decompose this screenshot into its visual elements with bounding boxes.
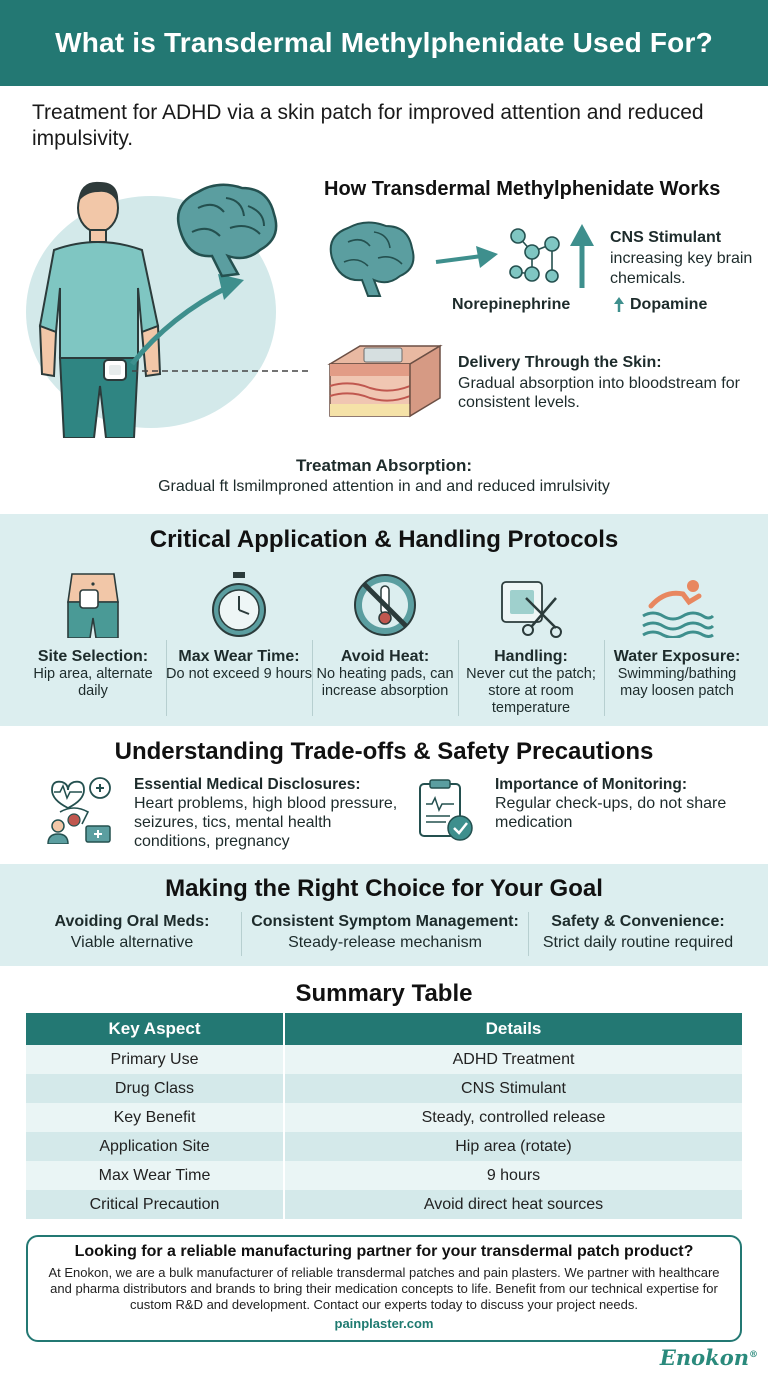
table-cell: 9 hours — [284, 1161, 742, 1190]
protocol-text: Never cut the patch; store at room temperature — [466, 666, 596, 716]
choice-item-title: Avoiding Oral Meds: — [54, 913, 210, 930]
absorption-text: Gradual ft lsmilmproned attention in and and reduced imrulsivity — [158, 478, 610, 495]
choice-item — [246, 913, 524, 952]
molecule-icon — [510, 229, 559, 282]
clipboard-check-icon — [416, 778, 478, 844]
choice-item-text: Steady-release mechanism — [288, 934, 482, 951]
protocols-title: Critical Application & Handling Protocols — [149, 526, 619, 553]
table-header: Details — [284, 1013, 742, 1045]
protocol-text: Swimming/bathing may loosen patch — [617, 666, 737, 699]
protocol-text: Do not exceed 9 hours — [166, 666, 312, 682]
no-heat-icon — [352, 572, 418, 638]
up-arrow-icon — [612, 297, 626, 313]
header-banner — [0, 0, 768, 86]
choice-item-text: Strict daily routine required — [542, 934, 734, 951]
table-row — [26, 1161, 742, 1190]
registered-mark: ® — [749, 1350, 758, 1360]
swimmer-icon — [639, 576, 715, 638]
table-cell: Steady, controlled release — [284, 1103, 742, 1132]
table-cell: Primary Use — [26, 1045, 284, 1074]
scissors-patch-icon — [498, 576, 564, 638]
small-brain-icon — [331, 222, 414, 296]
protocol-max-wear — [166, 568, 312, 683]
choice-item-text: Viable alternative — [70, 934, 194, 951]
summary-title: Summary Table — [295, 980, 473, 1007]
table-cell: Hip area (rotate) — [284, 1132, 742, 1161]
protocol-title: Water Exposure: — [613, 648, 741, 665]
delivery-title: Delivery Through the Skin: — [458, 354, 662, 371]
intro-text: Treatment for ADHD via a skin patch for improved attention and reduced impulsivity. — [32, 101, 704, 150]
brand-logo — [660, 1345, 758, 1370]
cta-text: At Enokon, we are a bulk manufacturer of reliable transdermal patches and pain plasters. We partner with healthcare and pharma distributors and brands to bring their medication concepts to life. Benefit from our technical expertise for custom R&D and development. Contact our experts today to discuss your project needs. — [48, 1265, 720, 1312]
choice-title: Making the Right Choice for Your Goal — [165, 875, 603, 902]
table-cell: ADHD Treatment — [284, 1045, 742, 1074]
choice-item-title: Safety & Convenience: — [551, 913, 725, 930]
table-cell: Application Site — [26, 1132, 284, 1161]
table-row — [26, 1045, 742, 1074]
protocol-title: Handling: — [494, 648, 568, 665]
summary-table — [26, 1013, 742, 1219]
choice-item-title: Consistent Symptom Management: — [251, 913, 519, 930]
table-row — [26, 1132, 742, 1161]
cta-box — [26, 1235, 742, 1342]
brain-icon — [168, 178, 284, 280]
cns-stimulant-title: CNS Stimulant — [610, 229, 722, 246]
skin-layers-icon — [326, 342, 444, 420]
website-link[interactable]: painplaster.com — [334, 1316, 434, 1331]
protocol-title: Site Selection: — [37, 648, 149, 665]
stopwatch-icon — [207, 572, 271, 638]
table-cell: Key Benefit — [26, 1103, 284, 1132]
choice-item — [532, 913, 744, 952]
protocol-title: Avoid Heat: — [340, 648, 430, 665]
how-it-works-title: How Transdermal Methylphenidate Works — [324, 178, 721, 200]
protocol-text: Hip area, alternate daily — [33, 666, 153, 699]
disclosures-title: Essential Medical Disclosures: — [134, 776, 361, 793]
table-cell: Avoid direct heat sources — [284, 1190, 742, 1219]
protocol-avoid-heat — [312, 568, 458, 700]
table-header: Key Aspect — [26, 1013, 284, 1045]
protocol-water-exposure — [604, 568, 750, 700]
safety-title: Understanding Trade-offs & Safety Precautions — [114, 738, 654, 765]
disclosures-text: Heart problems, high blood pressure, seizures, tics, mental health conditions, pregnancy — [134, 795, 398, 850]
cta-title: Looking for a reliable manufacturing partner for your transdermal patch product? — [74, 1243, 694, 1260]
divider — [528, 912, 529, 956]
table-row — [26, 1190, 742, 1219]
page-title: What is Transdermal Methylphenidate Used For? — [55, 27, 713, 58]
mechanism-diagram — [326, 216, 608, 300]
table-cell: Drug Class — [26, 1074, 284, 1103]
absorption-title: Treatman Absorption: — [296, 456, 472, 475]
delivery-text: Gradual absorption into bloodstream for consistent levels. — [458, 375, 740, 411]
protocol-handling — [458, 568, 604, 717]
brand-name: Enokon — [659, 1345, 749, 1370]
divider — [241, 912, 242, 956]
cns-stimulant-text: increasing key brain chemicals. — [610, 250, 753, 287]
monitoring-title: Importance of Monitoring: — [495, 776, 688, 793]
table-header-row — [26, 1013, 742, 1045]
choice-item — [30, 913, 234, 952]
norepinephrine-label: Norepinephrine — [452, 296, 571, 313]
table-cell: CNS Stimulant — [284, 1074, 742, 1103]
hip-patch-icon — [58, 572, 128, 638]
dopamine-label: Dopamine — [630, 296, 708, 313]
table-row — [26, 1103, 742, 1132]
protocol-site-selection — [20, 568, 166, 700]
medical-disclosure-icon — [44, 774, 114, 844]
table-cell: Critical Precaution — [26, 1190, 284, 1219]
table-cell: Max Wear Time — [26, 1161, 284, 1190]
monitoring-text: Regular check-ups, do not share medication — [495, 795, 727, 831]
protocol-title: Max Wear Time: — [178, 648, 300, 665]
protocol-text: No heating pads, can increase absorption — [316, 666, 454, 699]
table-row — [26, 1074, 742, 1103]
